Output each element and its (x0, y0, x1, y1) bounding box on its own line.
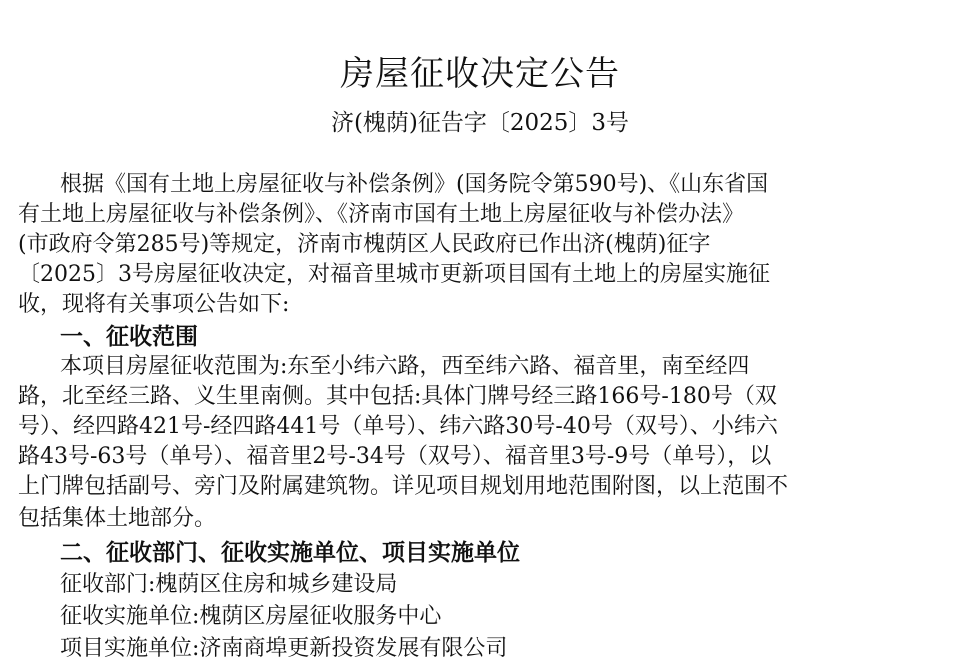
implementation-unit: 征收实施单位:槐荫区房屋征收服务中心 (60, 604, 442, 629)
intro-line: 〔2025〕3号房屋征收决定，对福音里城市更新项目国有土地上的房屋实施征 (18, 262, 770, 287)
scope-line: 上门牌包括副号、旁门及附属建筑物。详见项目规划用地范围附图，以上范围不 (18, 474, 789, 499)
scope-line: 路，北至经三路、义生里南侧。其中包括:具体门牌号经三路166号-180号（双 (18, 384, 777, 409)
scope-line: 路43号-63号（单号）、福音里2号-34号（双号）、福音里3号-9号（单号），以 (18, 444, 772, 469)
section-heading-scope: 一、征收范围 (60, 324, 198, 350)
document-number: 济(槐荫)征告字〔2025〕3号 (330, 110, 630, 136)
document-title: 房屋征收决定公告 (340, 54, 620, 94)
section-heading-units: 二、征收部门、征收实施单位、项目实施单位 (60, 540, 520, 566)
scope-line: 本项目房屋征收范围为:东至小纬六路，西至纬六路、福音里，南至经四 (60, 354, 750, 379)
intro-line: 有土地上房屋征收与补偿条例》、《济南市国有土地上房屋征收与补偿办法》 (18, 202, 745, 227)
intro-line: (市政府令第285号)等规定，济南市槐荫区人民政府已作出济(槐荫)征字 (18, 232, 711, 257)
scope-line: 号）、经四路421号-经四路441号（单号）、纬六路30号-40号（双号）、小纬六 (18, 414, 778, 439)
intro-line: 收，现将有关事项公告如下: (18, 292, 290, 317)
expropriation-department: 征收部门:槐荫区住房和城乡建设局 (60, 572, 398, 597)
project-unit: 项目实施单位:济南商埠更新投资发展有限公司 (60, 636, 508, 661)
scope-line: 包括集体土地部分。 (18, 506, 217, 531)
intro-line: 根据《国有土地上房屋征收与补偿条例》(国务院令第590号)、《山东省国 (60, 172, 769, 197)
